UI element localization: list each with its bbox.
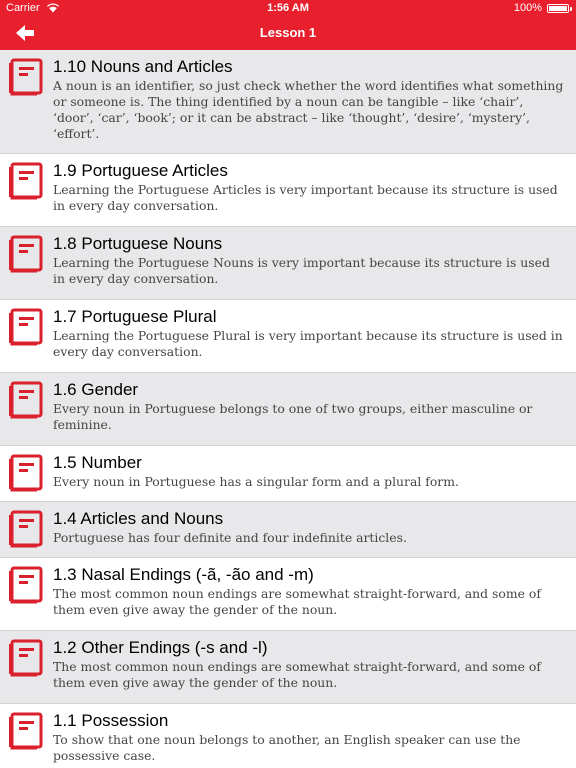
page-title: Lesson 1 — [259, 25, 317, 40]
status-time: 1:56 AM — [267, 2, 309, 14]
lesson-row[interactable] — [0, 154, 576, 227]
lesson-row[interactable] — [0, 373, 576, 446]
navigation-bar — [0, 16, 576, 50]
lesson-description: The most common noun endings are somewhat straight-forward, and some of them even give away the gender of the noun. — [53, 659, 541, 690]
lesson-row[interactable] — [0, 704, 576, 768]
lesson-row[interactable] — [0, 502, 576, 558]
book-icon — [8, 308, 44, 346]
lesson-description: To show that one noun belongs to another, an English speaker can use the possessive case. — [53, 732, 521, 763]
lesson-description: The most common noun endings are somewhat straight-forward, and some of them even give away the gender of the noun. — [53, 586, 541, 617]
battery-icon — [547, 4, 569, 13]
lesson-title: 1.5 Number — [53, 453, 142, 472]
battery-percent: 100% — [513, 2, 542, 14]
lesson-title: 1.3 Nasal Endings (-ã, -ão and -m) — [53, 565, 314, 584]
book-icon — [8, 639, 44, 677]
book-icon — [8, 58, 44, 96]
lesson-description: Learning the Portuguese Nouns is very important because its structure is used in every day conversation. — [53, 255, 550, 286]
lesson-row[interactable] — [0, 446, 576, 502]
lesson-title: 1.1 Possession — [53, 711, 169, 730]
lesson-list — [0, 50, 576, 768]
lesson-description: Learning the Portuguese Articles is very important because its structure is used in every day conversation. — [53, 182, 558, 213]
lesson-title: 1.6 Gender — [53, 380, 139, 399]
lesson-row[interactable] — [0, 631, 576, 704]
book-icon — [8, 162, 44, 200]
status-bar — [0, 0, 576, 16]
lesson-title: 1.2 Other Endings (-s and -l) — [53, 638, 268, 657]
lesson-title: 1.4 Articles and Nouns — [53, 509, 224, 528]
book-icon — [8, 712, 44, 750]
book-icon — [8, 454, 44, 492]
book-icon — [8, 566, 44, 604]
lesson-row[interactable] — [0, 50, 576, 154]
lesson-description: A noun is an identifier, so just check whether the word identifies what something or someone is. The thing identified by a noun can be tangible – like ‘chair’, ‘door’, ‘car’, ‘book’; or it can be abstract – like ‘thought’, ‘desire’, ‘mystery’, ‘effort’. — [53, 78, 564, 141]
lesson-title: 1.9 Portuguese Articles — [53, 161, 228, 180]
lesson-title: 1.7 Portuguese Plural — [53, 307, 217, 326]
lesson-description: Portuguese has four definite and four indefinite articles. — [53, 530, 407, 545]
book-icon — [8, 510, 44, 548]
lesson-row[interactable] — [0, 300, 576, 373]
lesson-title: 1.10 Nouns and Articles — [53, 57, 233, 76]
book-icon — [8, 235, 44, 273]
carrier-label: Carrier — [6, 2, 40, 14]
lesson-description: Learning the Portuguese Plural is very important because its structure is used in every day conversation. — [53, 328, 563, 359]
lesson-description: Every noun in Portuguese belongs to one of two groups, either masculine or feminine. — [53, 401, 533, 432]
lesson-row[interactable] — [0, 558, 576, 631]
lesson-row[interactable] — [0, 227, 576, 300]
book-icon — [8, 381, 44, 419]
lesson-description: Every noun in Portuguese has a singular form and a plural form. — [53, 474, 459, 489]
lesson-title: 1.8 Portuguese Nouns — [53, 234, 223, 253]
